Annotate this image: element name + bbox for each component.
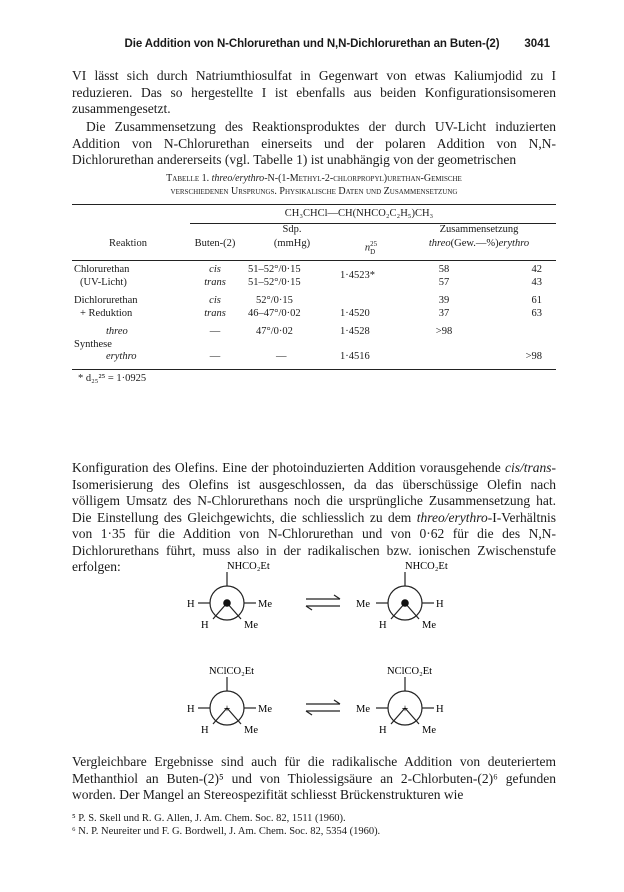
group-left: H — [187, 704, 195, 715]
footnote-6: ⁶ N. P. Neureiter und F. G. Bordwell, J. Am. Chem. Soc. 82, 5354 (1960). — [72, 826, 381, 837]
group-top: NHCO₂Et — [227, 561, 270, 572]
header-sdp: Sdp. — [282, 224, 302, 235]
equilibrium-arrow-bottom — [306, 700, 340, 715]
header-buten: Buten-(2) — [194, 238, 236, 249]
table-row-label: Dichlorurethan — [74, 295, 138, 307]
group-bottom-right: Me — [244, 620, 258, 631]
group-top: NClCO₂Et — [209, 666, 255, 677]
group-bottom-right: Me — [422, 620, 436, 631]
caption-compound: -N-(1-Methyl-2-chlorpropyl)urethan-Gemische — [264, 173, 462, 184]
group-left: H — [187, 599, 195, 610]
header-mmhg: (mmHg) — [273, 238, 311, 249]
newman-projection-bottom-left — [187, 666, 272, 736]
group-right: Me — [258, 704, 272, 715]
group-left: Me — [356, 704, 370, 715]
group-top: NHCO₂Et — [405, 561, 448, 572]
header-threo-erythro: threo(Gew.—%)erythro — [428, 238, 530, 249]
table-formula: CH₃CHCl—CH(NHCO₂C₂H₅)CH₃ — [284, 208, 434, 219]
paragraph-2-text: Die Zusammensetzung des Reaktionsproduktes der durch UV-Licht induzierten Addition von N-Chlorurethan einerseits und der polaren Addition von N,N-Dichlorurethan andererseits (vgl. Tabelle 1) ist unabhängig von der geometrischen — [72, 119, 556, 167]
table-row-label: Chlorurethan — [74, 264, 130, 276]
group-bottom-right: Me — [244, 725, 258, 736]
caption-label: Tabelle 1. — [166, 173, 210, 184]
group-right: Me — [258, 599, 272, 610]
equilibrium-arrow-top — [306, 595, 340, 610]
group-right: H — [436, 599, 444, 610]
group-left: Me — [356, 599, 370, 610]
paragraph-1-text: VI lässt sich durch Natriumthiosulfat in Gegenwart von etwas Kaliumjodid zu I reduzieren. Das so hergestellte I ist ebenfalls aus beiden Konfigurationsisomeren zusammengesetzt. — [72, 68, 556, 116]
group-bottom-right: Me — [422, 725, 436, 736]
footnotes — [72, 812, 556, 838]
caption-threo-erythro: threo/erythro — [211, 173, 265, 184]
group-top: NClCO₂Et — [387, 666, 433, 677]
table-row-label: Synthese — [74, 338, 112, 350]
paragraph-4 — [72, 754, 556, 804]
caption-line-2: verschiedenen Ursprungs. Physikalische Daten und Zusammensetzung — [170, 186, 458, 197]
newman-projection-bottom-right — [356, 666, 444, 736]
group-bottom-left: H — [379, 620, 387, 631]
table-rows: Chlorurethan cis 51–52°/0·15 1·4523* 58 42 (UV-Licht) trans 51–52°/0·15 57 43 Dichlorurethan cis 52°/0·15 39 61 + Reduktion trans 46–47°/0·02 1·4520 37 63 threo — 47°/0·02 1·4528 >98 Synthese erythro — — 1·4516 >98 — [74, 264, 542, 363]
table-footnote: * d₂₅²⁵ = 1·0925 — [78, 372, 147, 384]
header-zusammensetzung: Zusammensetzung — [439, 224, 519, 235]
paragraph-3-text: Konfiguration des Olefins. Eine der photoinduzierten Addition vorausgehende cis/trans-Isomerisierung des Olefins ist ausgeschlossen, da das überschüssige Olefin nach völligem Umsatz des N-Chlorurethans noch die ursprüngliche Zusammensetzung hat. Die Einstellung des Gleichgewichts, die schliesslich zu dem threo/erythro-I-Verhältnis von 1·35 für die Addition von N-Chlorurethan und von 0·62 für die des N,N-Dichlorurethans führt, muss also in der radikalischen bzw. ionischen Zwischenstufe erfolgen: — [72, 460, 556, 574]
newman-projection-top-right — [356, 561, 448, 631]
table-row-label: (UV-Licht) — [80, 276, 127, 288]
header-title: Die Addition von N-Chlorurethan und N,N-Dichlorurethan an Buten-(2) — [124, 38, 500, 50]
page-number: 3041 — [524, 38, 550, 50]
table-row-label: erythro — [106, 351, 137, 363]
charge-plus: + — [401, 701, 409, 715]
table-row-label: + Reduktion — [80, 307, 133, 319]
header-nd: $n^{25}_D$ — [364, 240, 378, 256]
group-right: H — [436, 704, 444, 715]
group-bottom-left: H — [201, 620, 209, 631]
paragraph-4-text: Vergleichbare Ergebnisse sind auch für die radikalische Addition von deuteriertem Methanthiol an Buten-(2)⁵ und von Thiolessigsäure an 2-Chlorbuten-(2)⁶ gefunden worden. Der Mangel an Stereospezifität schliesst Brückenstrukturen wie — [72, 754, 556, 802]
table-row-label: threo — [106, 326, 128, 338]
newman-projection-top-left — [187, 561, 272, 631]
header-reaktion: Reaktion — [109, 238, 147, 249]
footnote-5: ⁵ P. S. Skell und R. G. Allen, J. Am. Chem. Soc. 82, 1511 (1960). — [72, 813, 346, 824]
nd-value: 1·4523* — [340, 270, 375, 282]
group-bottom-left: H — [379, 725, 387, 736]
group-bottom-left: H — [201, 725, 209, 736]
charge-plus: + — [223, 701, 231, 715]
